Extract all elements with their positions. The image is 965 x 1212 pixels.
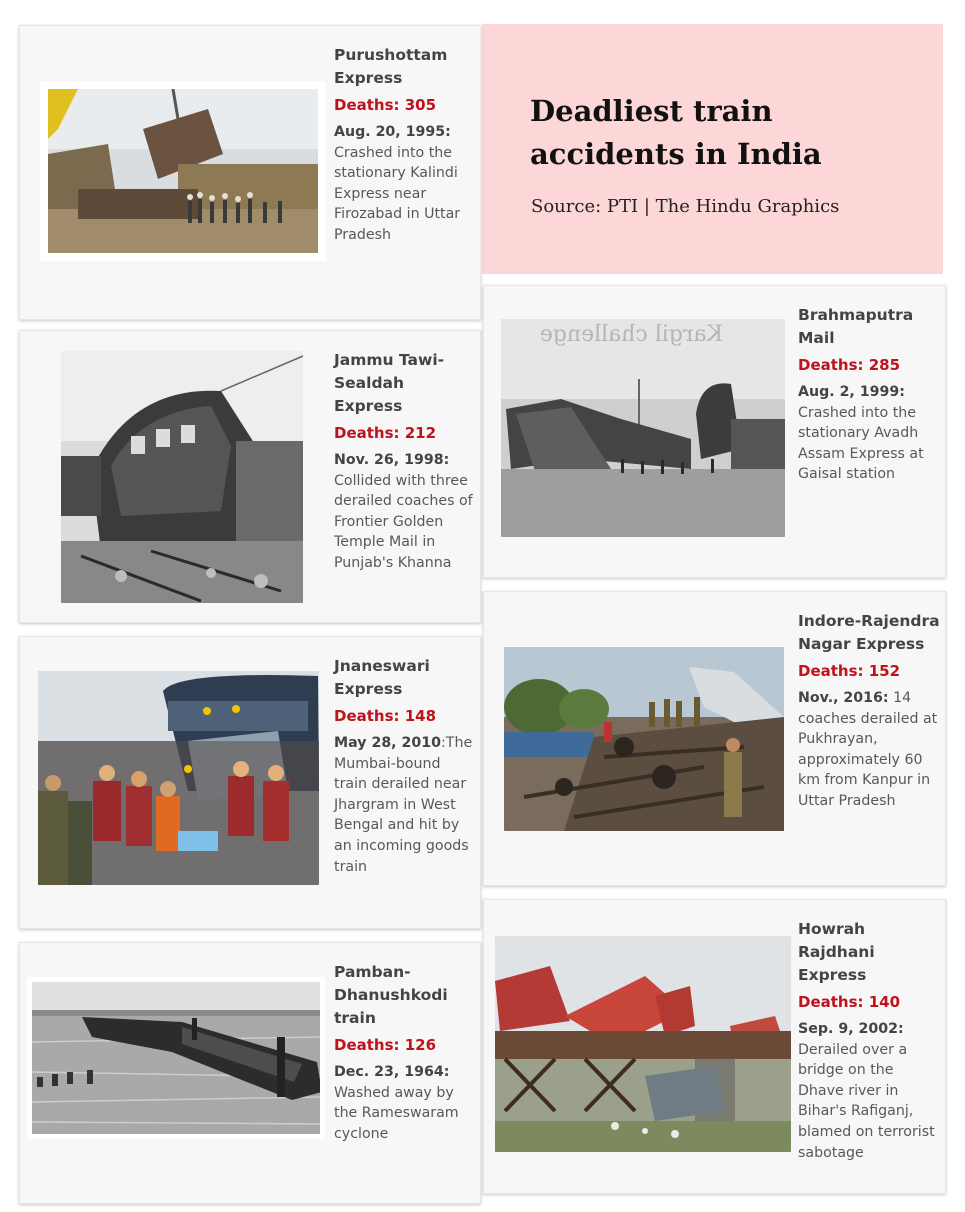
accident-card-howrah-rajdhani — [483, 899, 946, 1194]
accident-details — [334, 44, 474, 246]
source-credit: Source: PTI | The Hindu Graphics — [531, 196, 840, 217]
accident-summary: Derailed over a bridge on the Dhave river in Bihar's Rafiganj, blamed on terrorist sabotage — [798, 1041, 935, 1161]
accident-date: May 28, 2010 — [334, 735, 442, 751]
accident-description — [334, 450, 476, 574]
accident-description — [334, 122, 474, 246]
accident-details — [798, 304, 943, 485]
accident-details — [334, 349, 476, 574]
death-count: Deaths: 305 — [334, 96, 437, 114]
accident-date: Nov. 26, 1998: — [334, 452, 450, 468]
death-count: Deaths: 148 — [334, 707, 437, 725]
accident-summary: Collided with three derailed coaches of Frontier Golden Temple Mail in Punjab's Khanna — [334, 472, 473, 571]
accident-card-jammu-tawi — [19, 330, 481, 623]
accident-card-pamban — [19, 942, 481, 1204]
accident-description — [334, 1062, 476, 1144]
train-name: Purushottam Express — [334, 46, 448, 87]
death-count: Deaths: 152 — [798, 662, 901, 680]
accident-description — [798, 382, 943, 485]
accident-summary: Crashed into the stationary Kalindi Express near Firozabad in Uttar Pradesh — [334, 144, 461, 243]
accident-card-jnaneswari — [19, 636, 481, 929]
accident-description — [798, 688, 943, 812]
accident-description — [334, 733, 476, 877]
derailed-coaches-photo — [504, 647, 784, 831]
accident-details — [798, 918, 943, 1163]
death-count: Deaths: 212 — [334, 424, 437, 442]
accident-date: Nov., 2016: — [798, 690, 889, 706]
crane-lifting-wrecked-coach-photo — [40, 81, 326, 261]
train-name: Brahmaputra Mail — [798, 306, 914, 347]
photo-caption-text: Kargil challenge — [539, 322, 723, 347]
train-name: Indore-Rajendra Nagar Express — [798, 612, 940, 653]
death-count: Deaths: 285 — [798, 356, 901, 374]
wreckage-black-white-photo — [501, 319, 785, 537]
accident-details — [334, 655, 476, 877]
page-title: Deadliest train accidents in India — [530, 94, 822, 171]
train-in-sea-photo — [27, 977, 325, 1139]
rescue-workers-photo — [38, 671, 319, 885]
coaches-on-bridge-photo — [495, 936, 791, 1152]
train-name: Howrah Rajdhani Express — [798, 920, 875, 984]
accident-date: Aug. 20, 1995: — [334, 124, 451, 140]
accident-details — [334, 961, 476, 1144]
header-banner — [482, 24, 943, 274]
accident-summary: :The Mumbai-bound train derailed near Jhargram in West Bengal and hit by an incoming goods train — [334, 735, 473, 875]
accident-summary: 14 coaches derailed at Pukhrayan, approximately 60 km from Kanpur in Uttar Pradesh — [798, 690, 938, 809]
accident-details — [798, 610, 943, 812]
train-name: Jammu Tawi-Sealdah Express — [334, 351, 445, 415]
accident-card-indore-rajendra — [483, 591, 946, 886]
accident-date: Dec. 23, 1964: — [334, 1064, 450, 1080]
overturned-coach-black-white-photo — [61, 351, 303, 603]
accident-summary: Crashed into the stationary Avadh Assam Express at Gaisal station — [798, 404, 924, 483]
accident-summary: Washed away by the Rameswaram cyclone — [334, 1084, 459, 1142]
accident-date: Sep. 9, 2002: — [798, 1021, 904, 1037]
accident-description — [798, 1019, 943, 1163]
death-count: Deaths: 126 — [334, 1036, 437, 1054]
accident-card-brahmaputra — [483, 285, 946, 578]
accident-card-purushottam — [19, 25, 481, 320]
death-count: Deaths: 140 — [798, 993, 901, 1011]
train-name: Jnaneswari Express — [334, 657, 430, 698]
accident-date: Aug. 2, 1999: — [798, 384, 905, 400]
train-name: Pamban-Dhanushkodi train — [334, 963, 448, 1027]
